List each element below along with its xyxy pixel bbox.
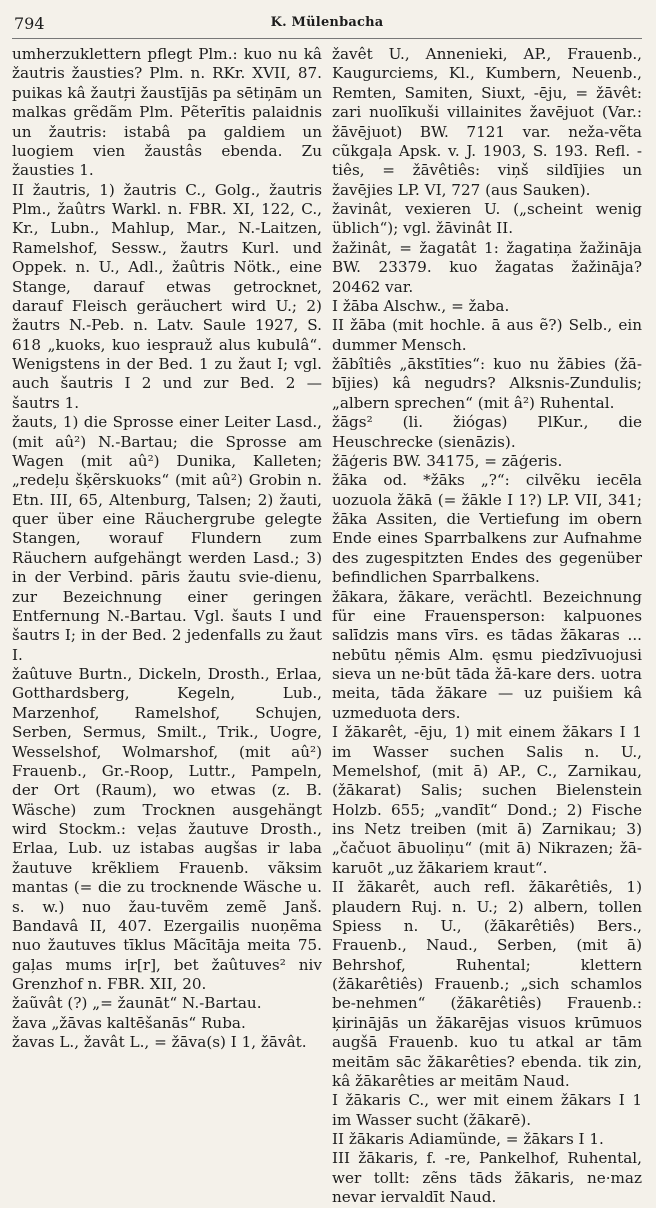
entry-zakaret-1: I žākarêt, -ēju, 1) mit einem žākars I 1 im Wasser suchen Salis n. U., Memelshof, (mit ā) AP., C., Zarnikau, (žākarat) Salis; suchen Bielenstein Holzb. 655; „vandīt“ Dond.; 2) Fische ins Netz treiben (mit ā) Zarnikau; 3) „čačuot ābuoliņu“ (mit ā) Nikrazen; žā-karuōt „uz žākariem kraut“. xyxy=(332,723,642,877)
entry-zauvat: žaũvât (?) „= žaunāt“ N.-Bartau. xyxy=(12,994,262,1013)
entry-zavas: žavas L., žavât L., = žāva(s) I 1, žāvât. xyxy=(12,1033,307,1052)
entry-zavinat: žavinât, vexieren U. („scheint wenig üblich“); vgl. žāvinât II. xyxy=(332,200,642,238)
left-column xyxy=(12,45,322,1208)
entry-zakaris-3: III žākaris, f. -re, Pankelhof, Ruhental, wer tollt: zẽns tāds žākaris, ne·maz nevar iervaldīt Naud. xyxy=(332,1149,642,1207)
page-number: 794 xyxy=(14,14,45,33)
entry-zazinat: žažinât, = žagatât 1: žagatiņa žažināja BW. 23379. kuo žagatas žažināja? 20462 var. xyxy=(332,238,642,296)
entry-zakaris-1: I žākaris C., wer mit einem žākars I 1 im Wasser sucht (žākarē). xyxy=(332,1091,642,1129)
entry-zakaris-2: II žākaris Adiamünde, = žākars I 1. xyxy=(332,1130,604,1148)
entry-zautris-continued: umherzuklettern pflegt Plm.: kuo nu kâ žautris žausties? Plm. n. RKr. XVII, 87. puikas kâ žautŗi žaustījās pa sētiņām un malkas grẽdãm Plm. Pẽterītis palaidnis un žautris: istabâ pa galdiem un luogiem vien žaustâs ebenda. Zu žausties 1. xyxy=(12,45,322,180)
entry-zaba-2: II žāba (mit hochle. ā aus ẽ?) Selb., ein dummer Mensch. xyxy=(332,316,642,354)
entry-zauts: žauts, 1) die Sprosse einer Leiter Lasd., (mit aû²) N.-Bartau; die Sprosse am Wagen (mit aû²) Dunika, Kalleten; „redeļu šķẽrskuoks“ (mit aû²) Grobin n. Etn. III, 65, Altenburg, Talsen; 2) žauti, quer über eine Räuchergrube gelegte Stangen, worauf Flundern zum Räuchern aufgehängt werden Lasd.; 3) in der Verbind. pāris žautu svie-dienu, zur Bezeichnung einer geringen Entfernung N.-Bartau. Vgl. šauts I und šautrs I; in der Bed. 2 jedenfalls zu žaut I. xyxy=(12,413,322,664)
entry-zakaret-2: II žākarêt, auch refl. žākarêtiês, 1) plaudern Ruj. n. U.; 2) albern, tollen Spiess n. U., (žākarêtiês) Bers., Frauenb., Naud., Serben, (mit ā) Behrshof, Ruhental; klettern (žākarêtiês) Frauenb.; „sich schamlos be-nehmen“ (žākarêtiês) Frauenb.: ķirinājās un žākarējas visuos krūmuos augšā Frauenb. kuo tu atkal ar tām meitām sāc žākarêties? ebenda. tik zin, kâ žākarêties ar meitām Naud. xyxy=(332,878,642,1090)
entry-zautris-2: II žautris, 1) žautris C., Golg., žautris Plm., žaûtrs Warkl. n. FBR. XI, 122, C., Kr., Lubn., Mahlup, Mar., N.-Laitzen, Ramelshof, Sessw., žautrs Kurl. und Oppek. n. U., Adl., žaûtris Nötk., eine Stange, darauf etwas getrocknet, darauf Fleisch geräuchert wird U.; 2) žautrs N.-Peb. n. Latv. Saule 1927, S. 618 „kuoks, kuo iesprauž alus kubulâ“. Wenigstens in der Bed. 1 zu žaut I; vgl. auch šautris I 2 und zur Bed. 2 — šautrs 1. xyxy=(12,180,322,412)
two-column-body xyxy=(12,45,642,1208)
entry-zautuve: žaûtuve Burtn., Dickeln, Drosth., Erlaa, Gotthardsberg, Kegeln, Lub., Marzenhof, Ramelshof, Schujen, Serben, Sermus, Smilt., Trik., Uogre, Wesselshof, Wolmarshof, (mit aû²) Frauenb., Gr.-Roop, Luttr., Pampeln, der Ort (Raum), wo etwas (z. B. Wäsche) zum Trocknen ausgehängt wird Stockm.: veļas žautuve Drosth., Erlaa, Lub. uz istabas augšas ir laba žautuve krẽkliem Frauenb. vãksim mantas (= die zu trocknende Wäsche u. s. w.) nuo žau-tuvẽm zemẽ Janš. Bandavâ II, 407. Ezergailis nuoņẽma nuo žautuves tīklus Mãcītāja meita 75. gaļas mums ir[r], bet žaûtuves² niv Grenzhof n. FBR. XII, 20. xyxy=(12,665,322,993)
entry-zags: žāgs² (li. žiógas) PlKur., die Heuschrecke (sienāzis). xyxy=(332,413,642,451)
entry-zava: žava „žāvas kaltēšanās“ Ruba. xyxy=(12,1013,246,1032)
page-header xyxy=(12,12,642,39)
entry-zavet: žavêt U., Annenieki, AP., Frauenb., Kaugurciems, Kl., Kumbern, Neuenb., Remten, Samiten, Siuxt, -ēju, = žāvêt: zari nuolīkuši villainites žavējuot (Var.: žāvējuot) BW. 7121 var. neža-vẽta cũkgaļa Apsk. v. J. 1903, S. 193. Refl. -tiês, = žāvêtiês: viņš sildījies un žavējies LP. VI, 727 (aus Sauken). xyxy=(332,45,642,199)
entry-zakara: žākara, žākare, verächtl. Bezeichnung für eine Frauensperson: kalpuones salīdzis mans vīrs. es tādas žākaras ... nebūtu ņẽmis Alm. ęsmu piedzīvuojusi sieva un ne·būt tāda žā-kare ders. uotra meita, tāda žākare — uz puišiem kâ uzmeduota ders. xyxy=(332,587,642,722)
running-head: K. Mülenbacha xyxy=(270,15,384,30)
entry-zaba-1: I žāba Alschw., = žaba. xyxy=(332,296,510,315)
entry-zageris: žāģeris BW. 34175, = zāģeris. xyxy=(332,451,563,470)
right-column xyxy=(332,45,642,1208)
entry-zaka: žāka od. *žāks „?“: cilvẽku iecēla uozuola žākā (= žākle I 1?) LP. VII, 341; žāka Assiten, die Vertiefung im obern Ende eines Sparrbalkens zur Aufnahme des zugespitzten Endes des gegenüber befindlichen Sparrbalkens. xyxy=(332,471,642,587)
entry-zabities: žābîtiês „ākstīties“: kuo nu žābies (žā-bījies) kâ negudrs? Alksnis-Zundulis; „albern sprechen“ (mit â²) Ruhental. xyxy=(332,355,642,412)
